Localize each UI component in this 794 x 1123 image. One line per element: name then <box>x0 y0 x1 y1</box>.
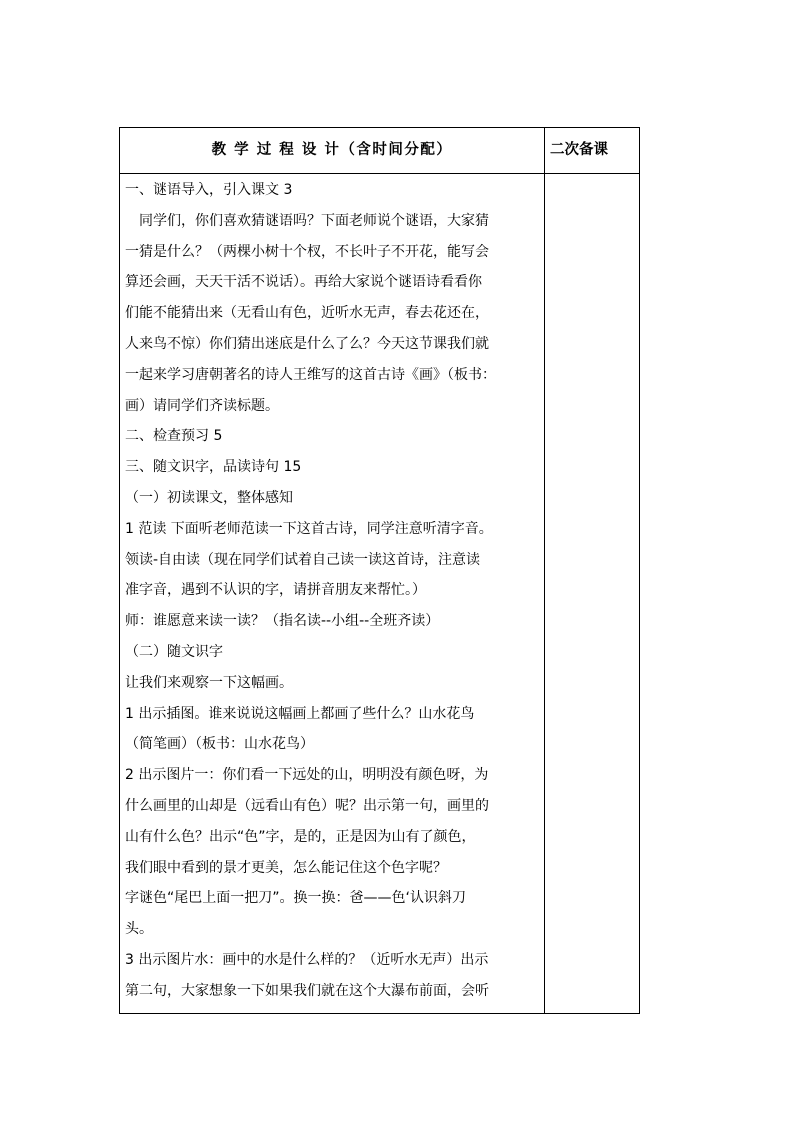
content-line: 画）请同学们齐读标题。 <box>125 397 279 414</box>
content-line: 我们眼中看到的景才更美，怎么能记住这个色字呢？ <box>125 859 447 876</box>
column-divider <box>544 128 545 1013</box>
content-line: 1 出示插图。谁来说说这幅画上都画了些什么？山水花鸟 <box>125 705 475 722</box>
content-line: 1 范读 下面听老师范读一下这首古诗，同学注意听清字音。 <box>125 520 493 537</box>
content-line: 人来鸟不惊）你们猜出迷底是什么了么？今天这节课我们就 <box>125 335 489 352</box>
header-divider <box>120 173 639 174</box>
header-second-preparation: 二次备课 <box>550 142 608 158</box>
content-line: 领读-自由读（现在同学们试着自己读一读这首诗，注意读 <box>125 551 481 568</box>
content-line: 二、检查预习 5 <box>125 428 223 445</box>
content-line: 山有什么色？出示“色”字，是的，正是因为山有了颜色， <box>125 828 476 845</box>
content-line: 3 出示图片水：画中的水是什么样的？（近听水无声）出示 <box>125 951 489 968</box>
content-line: 三、随文识字，品读诗句 15 <box>125 459 302 476</box>
content-line: 让我们来观察一下这幅画。 <box>125 674 293 691</box>
content-line: 一、谜语导入，引入课文 3 <box>125 182 293 198</box>
content-line: （简笔画）（板书：山水花鸟） <box>125 736 314 753</box>
content-line: 师：谁愿意来读一读？（指名读--小组--全班齐读） <box>125 613 440 630</box>
content-line: 头。 <box>125 921 153 938</box>
content-line: 第二句，大家想象一下如果我们就在这个大瀑布前面，会听 <box>125 982 489 999</box>
content-line: 算还会画，天天干活不说话）。再给大家说个谜语诗看看你 <box>125 274 482 291</box>
header-teaching-process: 教 学 过 程 设 计（含时间分配） <box>211 142 453 158</box>
lesson-plan-table <box>119 127 640 1014</box>
content-line: 什么画里的山却是（远看山有色）呢？出示第一句，画里的 <box>125 797 489 814</box>
content-line: 同学们，你们喜欢猜谜语吗？下面老师说个谜语，大家猜 <box>125 212 489 229</box>
content-line: （一）初读课文，整体感知 <box>125 489 293 506</box>
content-line: 准字音，遇到不认识的字，请拼音朋友来帮忙。） <box>125 582 426 599</box>
content-line: 一起来学习唐朝著名的诗人王维写的这首古诗《画》（板书： <box>125 366 496 383</box>
content-line: 一猜是什么？（两棵小树十个杈，不长叶子不开花，能写会 <box>125 243 489 260</box>
content-line: （二）随文识字 <box>125 643 223 660</box>
content-line: 2 出示图片一：你们看一下远处的山，明明没有颜色呀，为 <box>125 767 489 784</box>
content-line: 字谜色“尾巴上面一把刀”。换一换：爸——色‘认识斜刀 <box>125 890 466 907</box>
content-line: 们能不能猜出来（无看山有色，近听水无声，春去花还在， <box>125 305 489 322</box>
teaching-process-content <box>125 175 540 1013</box>
